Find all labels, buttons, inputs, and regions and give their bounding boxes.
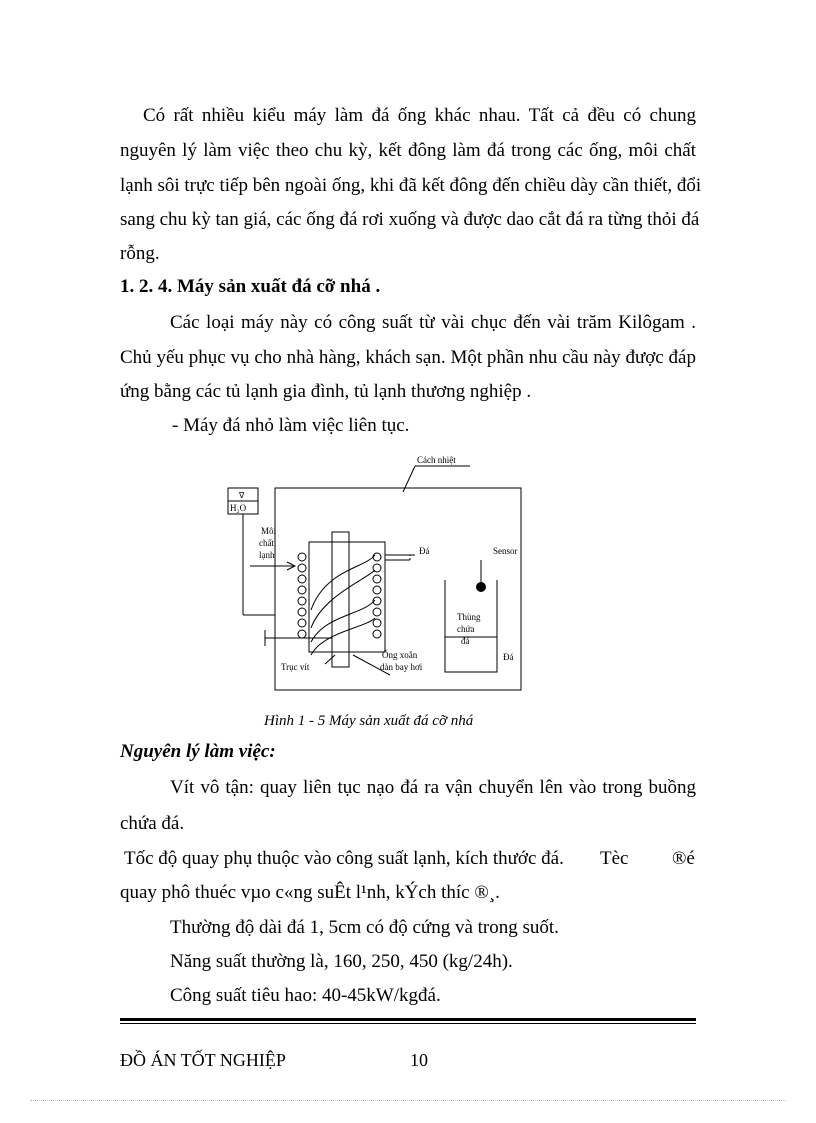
footer-rule-thick <box>120 1018 696 1021</box>
speed-garbled-1: Tèc <box>600 848 629 869</box>
label-moi-chat-3: lạnh <box>259 550 275 560</box>
label-thung-2: chứa <box>457 624 475 634</box>
garbled-line: quay phô thuéc vµo c«ng suÊt l¹nh, kÝch thíc ®¸. <box>120 882 500 903</box>
auger-flight-1 <box>311 555 375 610</box>
label-ong-xoan-1: Ống xoắn <box>382 650 418 660</box>
sensor-bulb <box>476 582 486 592</box>
coil-left <box>298 553 306 638</box>
label-ong-xoan-2: dàn bay hơi <box>380 662 423 672</box>
para1-line-4: sang chu kỳ tan giá, các ống đá rơi xuống và được dao cắt đá ra từng thỏi đá <box>120 209 700 230</box>
para1-line-1: Có rất nhiều kiểu máy làm đá ống khác nhau. Tất cả đều có chung <box>143 105 696 126</box>
para2-line-1: Các loại máy này có công suất từ vài chục đến vài trăm Kilôgam . <box>170 312 696 333</box>
section-heading: 1. 2. 4. Máy sản xuất đá cỡ nhá . <box>120 276 381 297</box>
fact-2: Năng suất thường là, 160, 250, 450 (kg/24h). <box>170 951 513 972</box>
fact-1: Thường độ dài đá 1, 5cm có độ cứng và trong suốt. <box>170 917 559 938</box>
label-moi-chat-1: Môi <box>261 526 277 536</box>
label-moi-chat-2: chất <box>259 538 274 548</box>
footer-rule-thin <box>120 1023 696 1024</box>
label-sensor: Sensor <box>493 546 518 556</box>
bottom-dotted-border <box>30 1100 786 1101</box>
auger-flight-2 <box>311 600 375 642</box>
para1-line-3: lạnh sôi trực tiếp bên ngoài ống, khi đã kết đông đến chiều dày cần thiết, đổi <box>120 175 702 196</box>
speed-garbled-2: ®é <box>672 848 695 869</box>
principle-heading: Nguyên lý làm việc: <box>120 741 276 762</box>
para3-line-2: chứa đá. <box>120 813 185 834</box>
bullet-line: - Máy đá nhỏ làm việc liên tục. <box>172 415 410 436</box>
page-number: 10 <box>410 1050 428 1070</box>
footer-title: ĐỒ ÁN TỐT NGHIỆP <box>120 1050 286 1070</box>
speed-line: Tốc độ quay phụ thuộc vào công suất lạnh, kích thước đá. <box>124 848 564 869</box>
para2-line-3: ứng bằng các tủ lạnh gia đình, tủ lạnh thương nghiệp . <box>120 381 532 402</box>
para2-line-2: Chủ yếu phục vụ cho nhà hàng, khách sạn. Một phần nhu cầu này được đáp <box>120 347 696 368</box>
label-h2o-symbol: ∇ <box>239 491 245 500</box>
fact-3: Công suất tiêu hao: 40-45kW/kgđá. <box>170 985 441 1006</box>
label-truc-vit: Trục vít <box>281 662 310 672</box>
para1-line-2: nguyên lý làm việc theo chu kỳ, kết đông làm đá trong các ống, môi chất <box>120 140 696 161</box>
label-cach-nhiet: Cách nhiệt <box>417 455 456 465</box>
label-h2o: H₂O <box>230 503 247 513</box>
figure-caption: Hình 1 - 5 Máy sản xuất đá cỡ nhá <box>264 713 474 729</box>
para3-line-1: Vít vô tận: quay liên tục nạo đá ra vận chuyển lên vào trong buồng <box>170 777 696 798</box>
screw-shaft <box>332 532 349 667</box>
label-thung-3: đá <box>461 636 470 646</box>
coil-right <box>373 553 381 638</box>
label-da-top: Đá <box>419 546 430 556</box>
ice-machine-diagram <box>225 450 535 700</box>
para1-line-5: rỗng. <box>120 243 160 264</box>
label-thung-1: Thùng <box>457 612 481 622</box>
label-da-right: Đá <box>503 652 514 662</box>
